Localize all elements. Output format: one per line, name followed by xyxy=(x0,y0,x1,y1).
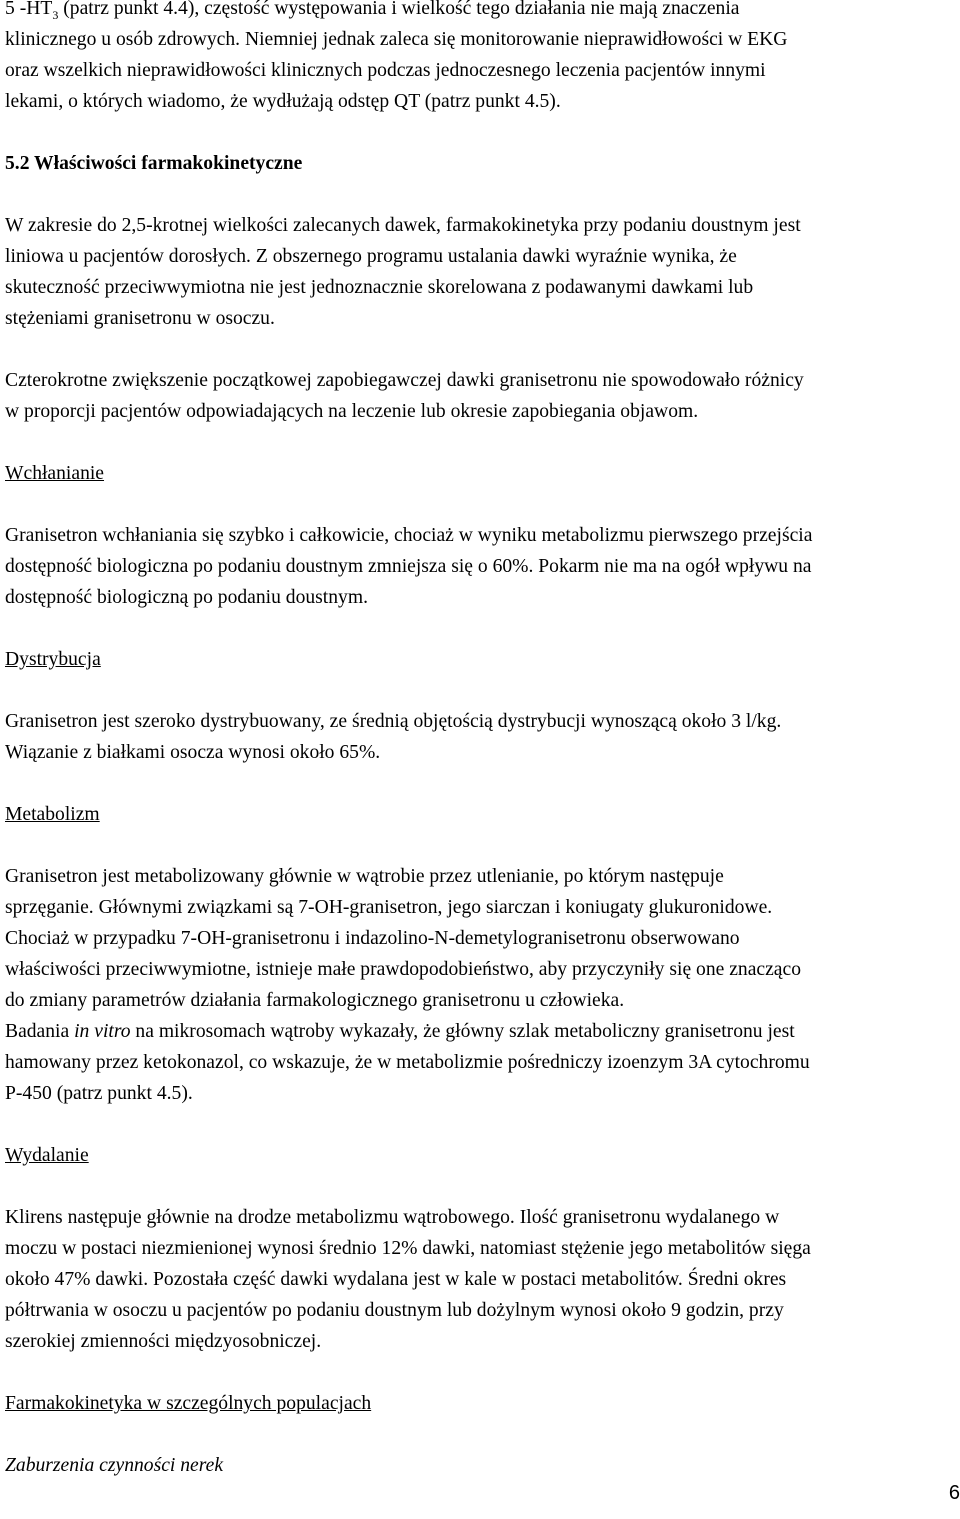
intro-paragraph xyxy=(5,0,957,117)
text-line: szerokiej zmienności międzyosobniczej. xyxy=(5,1331,322,1352)
spacer xyxy=(5,1109,957,1140)
text-run: 5 -HT xyxy=(5,0,53,19)
text-line: W zakresie do 2,5-krotnej wielkości zalecanych dawek, farmakokinetyka przy podaniu doustnym jest xyxy=(5,215,801,236)
text-line: lekami, o których wiadomo, że wydłużają odstęp QT (patrz punkt 4.5). xyxy=(5,91,561,112)
distribution-heading: Dystrybucja xyxy=(5,649,101,670)
text-line: Chociaż w przypadku 7-OH-granisetronu i indazolino-N-demetylogranisetronu obserwowano xyxy=(5,928,740,949)
spacer xyxy=(5,1419,957,1450)
text-line: do zmiany parametrów działania farmakologicznego granisetronu u człowieka. xyxy=(5,990,625,1011)
text-line: około 47% dawki. Pozostała część dawki wydalana jest w kale w postaci metabolitów. Średni okres xyxy=(5,1269,787,1290)
spacer xyxy=(5,179,957,210)
spacer xyxy=(5,768,957,799)
text-line: oraz wszelkich nieprawidłowości klinicznych podczas jednoczesnego leczenia pacjentów innymi xyxy=(5,60,766,81)
text-line: P-450 (patrz punkt 4.5). xyxy=(5,1083,193,1104)
spacer xyxy=(5,489,957,520)
distribution-paragraph xyxy=(5,706,957,768)
page-number: 6 xyxy=(948,1482,960,1504)
text-line: moczu w postaci niezmienionej wynosi średnio 12% dawki, natomiast stężenie jego metabolitów sięga xyxy=(5,1238,811,1259)
metabolism-paragraph xyxy=(5,861,957,1109)
subscript: 3 xyxy=(52,8,59,22)
spacer xyxy=(5,427,957,458)
text-line: Granisetron wchłaniania się szybko i całkowicie, chociaż w wyniku metabolizmu pierwszego przejścia xyxy=(5,525,813,546)
spacer xyxy=(5,675,957,706)
pk-paragraph-1 xyxy=(5,210,957,334)
text-line: dostępność biologiczna po podaniu doustnym zmniejsza się o 60%. Pokarm nie ma na ogół wpływu na xyxy=(5,556,812,577)
text-line: właściwości przeciwwymiotne, istnieje małe prawdopodobieństwo, aby przyczyniły się one znacząco xyxy=(5,959,801,980)
text-line: liniowa u pacjentów dorosłych. Z obszernego programu ustalania dawki wyraźnie wynika, że xyxy=(5,246,737,267)
text-line: w proporcji pacjentów odpowiadających na leczenie lub okresie zapobiegania objawom. xyxy=(5,401,699,422)
spacer xyxy=(5,117,957,148)
text-line: Granisetron jest szeroko dystrybuowany, ze średnią objętością dystrybucji wynoszącą około 3 l/kg. xyxy=(5,711,782,732)
spacer xyxy=(5,830,957,861)
text-run: (patrz punkt 4.4), częstość występowania i wielkość tego działania nie mają znaczenia xyxy=(58,0,740,19)
elimination-heading: Wydalanie xyxy=(5,1145,89,1166)
text-line: Granisetron jest metabolizowany głównie w wątrobie przez utlenianie, po którym następuje xyxy=(5,866,724,887)
metabolism-heading: Metabolizm xyxy=(5,804,100,825)
section-heading: 5.2 Właściwości farmakokinetyczne xyxy=(5,153,303,174)
document-page xyxy=(5,0,957,1481)
pk-paragraph-2 xyxy=(5,365,957,427)
text-line: hamowany przez ketokonazol, co wskazuje, że w metabolizmie pośredniczy izoenzym 3A cytochromu xyxy=(5,1052,810,1073)
spacer xyxy=(5,334,957,365)
text-line: Klirens następuje głównie na drodze metabolizmu wątrobowego. Ilość granisetronu wydalanego w xyxy=(5,1207,780,1228)
text-line: stężeniami granisetronu w osoczu. xyxy=(5,308,275,329)
spacer xyxy=(5,613,957,644)
absorption-paragraph xyxy=(5,520,957,613)
italic-term: in vitro xyxy=(74,1021,131,1042)
elimination-paragraph xyxy=(5,1202,957,1357)
text-line: skuteczność przeciwwymiotna nie jest jednoznacznie skorelowana z podawanymi dawkami lub xyxy=(5,277,754,298)
text-line: Czterokrotne zwiększenie początkowej zapobiegawczej dawki granisetronu nie spowodowało różnicy xyxy=(5,370,804,391)
special-populations-heading: Farmakokinetyka w szczególnych populacjach xyxy=(5,1393,372,1414)
renal-impairment-subheading: Zaburzenia czynności nerek xyxy=(5,1455,224,1476)
absorption-heading: Wchłanianie xyxy=(5,463,105,484)
text-run: na mikrosomach wątroby wykazały, że główny szlak metaboliczny granisetronu jest xyxy=(130,1021,795,1042)
text-line: półtrwania w osoczu u pacjentów po podaniu doustnym lub dożylnym wynosi około 9 godzin, przy xyxy=(5,1300,784,1321)
spacer xyxy=(5,1171,957,1202)
text-run: Badania xyxy=(5,1021,75,1042)
text-line: klinicznego u osób zdrowych. Niemniej jednak zaleca się monitorowanie nieprawidłowości w EKG xyxy=(5,29,788,50)
text-line: Wiązanie z białkami osocza wynosi około 65%. xyxy=(5,742,381,763)
text-line xyxy=(5,0,957,24)
spacer xyxy=(5,1357,957,1388)
text-line xyxy=(5,1016,957,1047)
text-line: sprzęganie. Głównymi związkami są 7-OH-granisetron, jego siarczan i koniugaty glukuronidowe. xyxy=(5,897,773,918)
text-line: dostępność biologiczną po podaniu doustnym. xyxy=(5,587,368,608)
